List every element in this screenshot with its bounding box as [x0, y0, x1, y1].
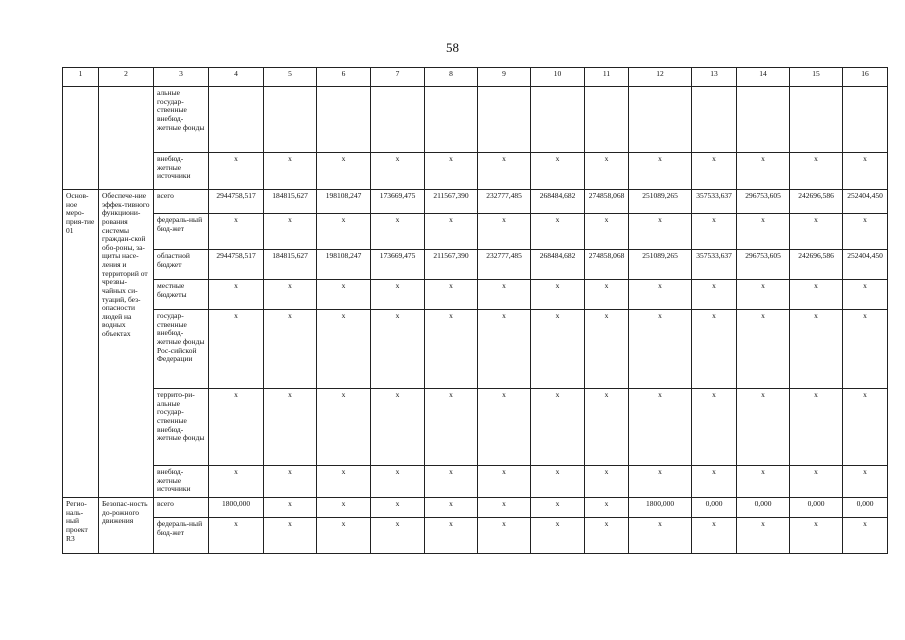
value-cell: x	[585, 153, 629, 190]
value-cell: 1800,000	[209, 498, 264, 518]
value-cell: 198108,247	[317, 250, 371, 280]
source-cell: внебюд-жетные источники	[154, 153, 209, 190]
value-cell: x	[585, 214, 629, 250]
value-cell: x	[478, 310, 531, 389]
header-cell: 12	[629, 68, 692, 87]
name-cell	[99, 87, 154, 190]
value-cell: 232777,485	[478, 250, 531, 280]
value-cell: x	[317, 498, 371, 518]
value-cell	[585, 87, 629, 153]
value-cell: x	[629, 389, 692, 466]
value-cell: 173669,475	[371, 190, 425, 214]
value-cell: x	[209, 518, 264, 554]
value-cell: x	[425, 214, 478, 250]
value-cell: x	[843, 466, 888, 498]
value-cell: x	[531, 466, 585, 498]
name-cell: Безопас-ность до-рожного движения	[99, 498, 154, 554]
header-cell: 3	[154, 68, 209, 87]
value-cell: x	[317, 310, 371, 389]
table-row	[63, 87, 888, 153]
value-cell: x	[790, 280, 843, 310]
value-cell: x	[209, 310, 264, 389]
value-cell: x	[209, 466, 264, 498]
name-cell: Обеспече-ние эффек-тивного функциони-рования системы граждан-ской обо-роны, за-щиты насе-ления и территорий от чрезвы-чайных си-туаций, без-опасности людей на водных объектах	[99, 190, 154, 498]
value-cell	[478, 87, 531, 153]
value-cell: x	[585, 280, 629, 310]
value-cell: x	[737, 466, 790, 498]
header-row	[63, 68, 888, 87]
value-cell: x	[371, 498, 425, 518]
value-cell: x	[585, 389, 629, 466]
value-cell: x	[264, 466, 317, 498]
value-cell: x	[209, 280, 264, 310]
value-cell: x	[843, 389, 888, 466]
value-cell: x	[790, 466, 843, 498]
source-cell: внебюд-жетные источники	[154, 466, 209, 498]
value-cell: x	[585, 498, 629, 518]
source-cell: государ-ственные внебюд-жетные фонды Рос-сийской Федерации	[154, 310, 209, 389]
value-cell: x	[264, 280, 317, 310]
value-cell	[209, 87, 264, 153]
value-cell: 173669,475	[371, 250, 425, 280]
source-cell: местные бюджеты	[154, 280, 209, 310]
value-cell: x	[209, 214, 264, 250]
value-cell: x	[317, 466, 371, 498]
source-cell: террито-ри-альные государ-ственные внебюд-жетные фонды	[154, 389, 209, 466]
value-cell: 0,000	[737, 498, 790, 518]
value-cell	[531, 87, 585, 153]
value-cell: x	[317, 280, 371, 310]
header-cell: 14	[737, 68, 790, 87]
value-cell: x	[692, 518, 737, 554]
value-cell	[629, 87, 692, 153]
table-row	[63, 250, 888, 280]
header-cell: 4	[209, 68, 264, 87]
value-cell	[737, 87, 790, 153]
table-row	[63, 214, 888, 250]
value-cell: 357533,637	[692, 190, 737, 214]
table-row	[63, 498, 888, 518]
value-cell: x	[264, 310, 317, 389]
value-cell: x	[371, 466, 425, 498]
value-cell: x	[478, 153, 531, 190]
value-cell: x	[737, 518, 790, 554]
table-row	[63, 518, 888, 554]
value-cell: 2944758,517	[209, 190, 264, 214]
source-cell: всего	[154, 190, 209, 214]
value-cell: x	[629, 518, 692, 554]
value-cell: x	[790, 214, 843, 250]
header-cell: 7	[371, 68, 425, 87]
value-cell: x	[843, 214, 888, 250]
header-cell: 10	[531, 68, 585, 87]
value-cell: x	[317, 518, 371, 554]
value-cell: x	[531, 389, 585, 466]
value-cell: 274858,068	[585, 190, 629, 214]
value-cell: x	[629, 310, 692, 389]
value-cell: x	[425, 389, 478, 466]
value-cell: 198108,247	[317, 190, 371, 214]
value-cell: x	[737, 280, 790, 310]
header-cell: 15	[790, 68, 843, 87]
source-cell: всего	[154, 498, 209, 518]
source-cell: федераль-ный бюд-жет	[154, 214, 209, 250]
header-cell: 13	[692, 68, 737, 87]
value-cell: x	[371, 280, 425, 310]
value-cell	[692, 87, 737, 153]
value-cell: x	[478, 389, 531, 466]
value-cell: 184815,627	[264, 250, 317, 280]
value-cell: x	[692, 389, 737, 466]
table-row	[63, 153, 888, 190]
value-cell: x	[585, 310, 629, 389]
value-cell: 211567,390	[425, 190, 478, 214]
value-cell: 1800,000	[629, 498, 692, 518]
value-cell: x	[317, 389, 371, 466]
value-cell: 242696,586	[790, 190, 843, 214]
value-cell: x	[317, 214, 371, 250]
table-row	[63, 280, 888, 310]
value-cell: x	[264, 389, 317, 466]
value-cell: x	[843, 310, 888, 389]
value-cell: x	[737, 310, 790, 389]
value-cell: x	[737, 153, 790, 190]
value-cell: 252404,450	[843, 250, 888, 280]
value-cell	[317, 87, 371, 153]
value-cell: x	[371, 310, 425, 389]
value-cell: x	[629, 280, 692, 310]
value-cell: x	[264, 498, 317, 518]
value-cell: 252404,450	[843, 190, 888, 214]
value-cell	[264, 87, 317, 153]
value-cell: x	[264, 153, 317, 190]
value-cell: x	[629, 466, 692, 498]
value-cell: x	[264, 214, 317, 250]
value-cell: 0,000	[790, 498, 843, 518]
value-cell	[843, 87, 888, 153]
source-cell: федераль-ный бюд-жет	[154, 518, 209, 554]
value-cell	[371, 87, 425, 153]
header-cell: 1	[63, 68, 99, 87]
value-cell: x	[209, 389, 264, 466]
value-cell: 268484,682	[531, 190, 585, 214]
code-cell	[63, 87, 99, 190]
value-cell: x	[425, 518, 478, 554]
value-cell: x	[692, 214, 737, 250]
code-cell: Регио-наль-ный проект R3	[63, 498, 99, 554]
value-cell: 0,000	[843, 498, 888, 518]
value-cell: x	[531, 153, 585, 190]
value-cell: x	[737, 389, 790, 466]
value-cell: x	[371, 518, 425, 554]
header-cell: 5	[264, 68, 317, 87]
value-cell: x	[585, 518, 629, 554]
header-cell: 11	[585, 68, 629, 87]
value-cell: x	[531, 518, 585, 554]
value-cell: 0,000	[692, 498, 737, 518]
value-cell: x	[425, 466, 478, 498]
value-cell: x	[264, 518, 317, 554]
value-cell: x	[585, 466, 629, 498]
value-cell: 251089,265	[629, 250, 692, 280]
value-cell: x	[629, 153, 692, 190]
header-cell: 6	[317, 68, 371, 87]
value-cell: x	[425, 498, 478, 518]
value-cell: x	[317, 153, 371, 190]
table-row	[63, 389, 888, 466]
budget-table	[62, 67, 888, 554]
value-cell: x	[790, 518, 843, 554]
value-cell: x	[692, 466, 737, 498]
table-row	[63, 466, 888, 498]
value-cell: x	[790, 153, 843, 190]
table-row	[63, 190, 888, 214]
value-cell: x	[425, 280, 478, 310]
value-cell: 2944758,517	[209, 250, 264, 280]
value-cell: x	[371, 153, 425, 190]
value-cell: 274858,068	[585, 250, 629, 280]
header-cell: 2	[99, 68, 154, 87]
value-cell: 357533,637	[692, 250, 737, 280]
value-cell	[790, 87, 843, 153]
value-cell: x	[478, 498, 531, 518]
header-cell: 9	[478, 68, 531, 87]
value-cell: x	[790, 389, 843, 466]
value-cell: x	[478, 280, 531, 310]
value-cell: x	[843, 153, 888, 190]
value-cell: x	[425, 153, 478, 190]
source-cell: альные государ-ственные внебюд-жетные фонды	[154, 87, 209, 153]
value-cell	[425, 87, 478, 153]
value-cell: x	[531, 310, 585, 389]
value-cell: 296753,605	[737, 250, 790, 280]
value-cell: x	[425, 310, 478, 389]
value-cell: 184815,627	[264, 190, 317, 214]
value-cell: x	[531, 214, 585, 250]
page-number: 58	[446, 40, 459, 55]
value-cell: x	[843, 518, 888, 554]
value-cell: x	[371, 214, 425, 250]
value-cell: 268484,682	[531, 250, 585, 280]
value-cell: x	[209, 153, 264, 190]
code-cell: Основ-ное меро-прия-тие 01	[63, 190, 99, 498]
value-cell: 251089,265	[629, 190, 692, 214]
source-cell: областной бюджет	[154, 250, 209, 280]
table-row	[63, 310, 888, 389]
value-cell: x	[531, 280, 585, 310]
value-cell: x	[478, 518, 531, 554]
value-cell: 232777,485	[478, 190, 531, 214]
value-cell: x	[790, 310, 843, 389]
value-cell: x	[531, 498, 585, 518]
value-cell: x	[629, 214, 692, 250]
header-cell: 16	[843, 68, 888, 87]
value-cell: x	[692, 310, 737, 389]
value-cell: x	[737, 214, 790, 250]
value-cell: x	[478, 466, 531, 498]
header-cell: 8	[425, 68, 478, 87]
value-cell: x	[478, 214, 531, 250]
value-cell: 211567,390	[425, 250, 478, 280]
value-cell: x	[843, 280, 888, 310]
value-cell: x	[692, 153, 737, 190]
value-cell: x	[371, 389, 425, 466]
value-cell: 242696,586	[790, 250, 843, 280]
value-cell: 296753,605	[737, 190, 790, 214]
value-cell: x	[692, 280, 737, 310]
